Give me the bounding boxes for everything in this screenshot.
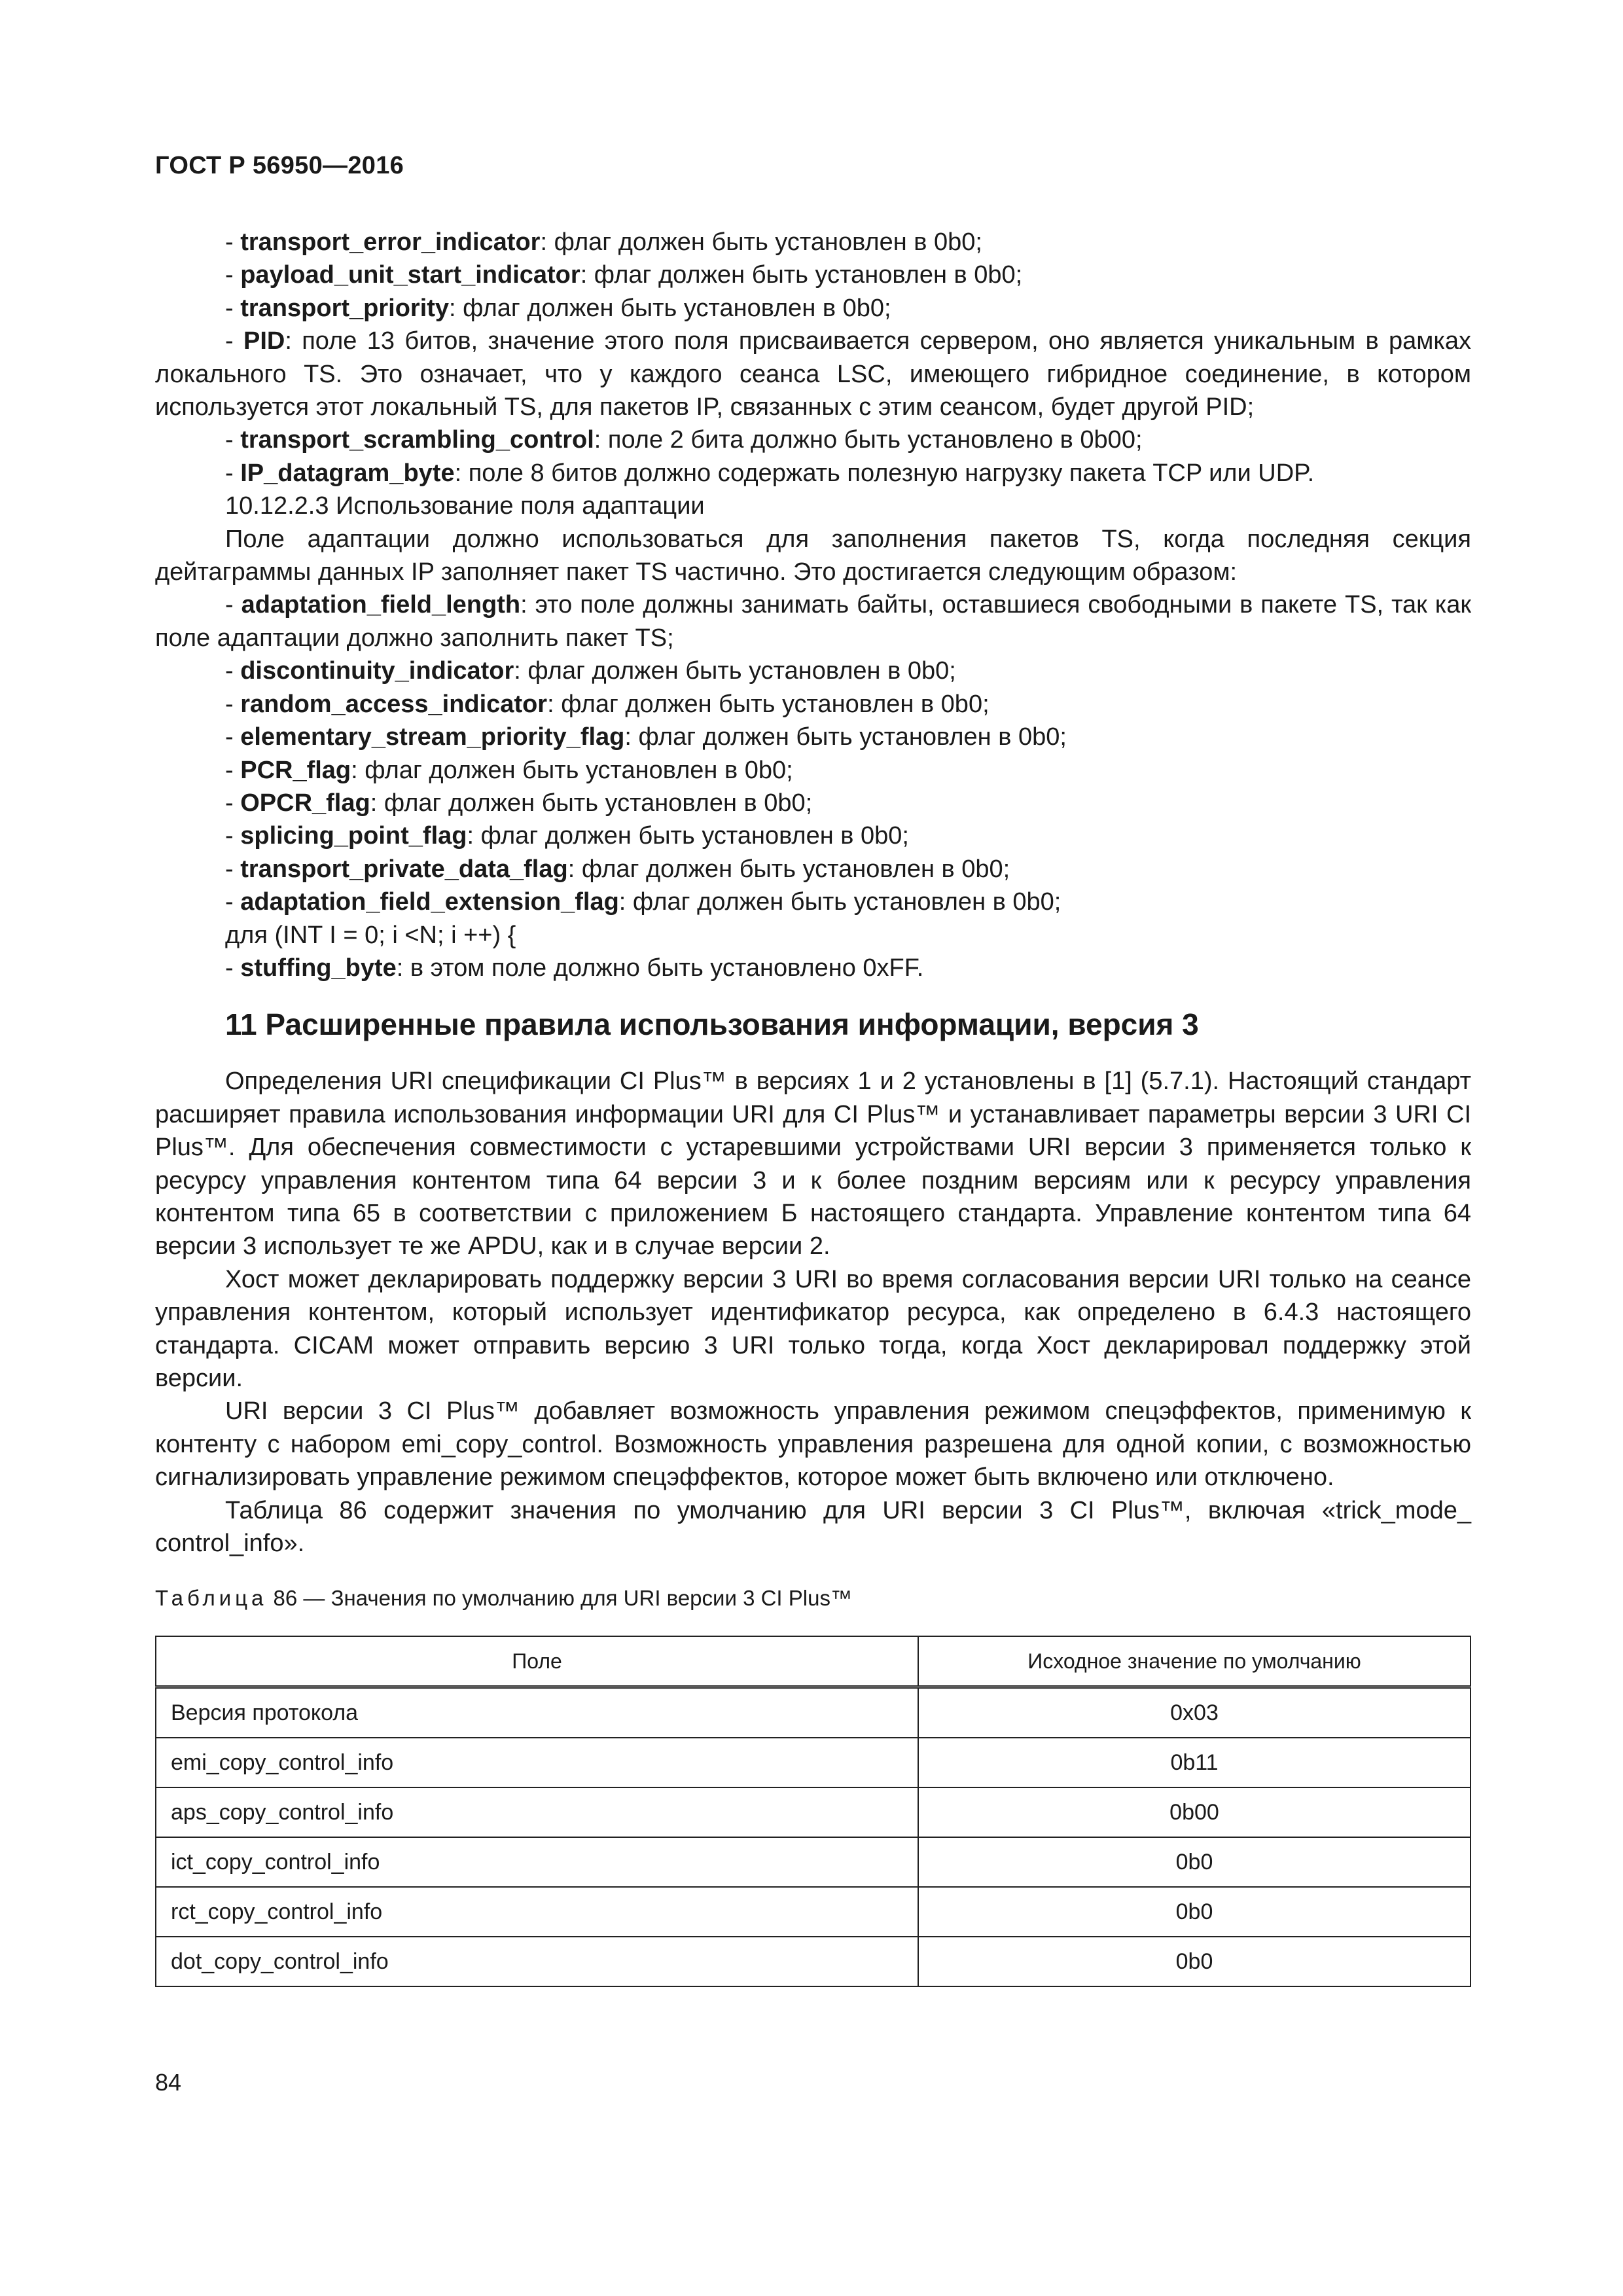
code-line: для (INT I = 0; i <N; i ++) {: [225, 921, 516, 949]
table-cell-value: 0b11: [918, 1738, 1471, 1787]
table-cell-field: emi_copy_control_info: [156, 1738, 918, 1787]
table-cell-field: dot_copy_control_info: [156, 1937, 918, 1986]
table-caption: Таблица 86 — Значения по умолчанию для URI версии 3 CI Plus™: [155, 1586, 852, 1611]
table-row: [156, 1887, 1471, 1937]
list-item: - payload_unit_start_indicator: флаг должен быть установлен в 0b0;: [225, 261, 1023, 289]
table-cell-value: 0x03: [918, 1687, 1471, 1738]
list-item: - splicing_point_flag: флаг должен быть установлен в 0b0;: [225, 822, 909, 850]
table-cell-value: 0b0: [918, 1937, 1471, 1986]
document-header: ГОСТ Р 56950—2016: [155, 152, 404, 179]
list-item: - discontinuity_indicator: флаг должен быть установлен в 0b0;: [225, 657, 956, 685]
table-cell-value: 0b0: [918, 1837, 1471, 1887]
table-row: [156, 1687, 1471, 1738]
list-item: - OPCR_flag: флаг должен быть установлен в 0b0;: [225, 789, 813, 817]
table-row: [156, 1937, 1471, 1986]
list-item: - adaptation_field_extension_flag: флаг должен быть установлен в 0b0;: [225, 888, 1061, 916]
paragraph: Определения URI спецификации CI Plus™ в версиях 1 и 2 установлены в [1] (5.7.1). Настоящий стандарт расширяет правила использования информации URI для CI Plus™ и устанавливает параметры версии 3 URI CI Plus™. Для обеспечения совместимости с устаревшими устройствами URI версии 3 применяется только к ресурсу управления контентом типа 64 версии 3 и к более поздним версиям или к ресурсу управления контентом типа 65 в соответствии с приложением Б настоящего стандарта. Управление контентом типа 64 версии 3 использует те же APDU, как и в случае версии 2.: [155, 1067, 1471, 1261]
list-item: - transport_priority: флаг должен быть установлен в 0b0;: [225, 294, 891, 322]
table-cell-field: Версия протокола: [156, 1687, 918, 1738]
table-row: [156, 1837, 1471, 1887]
list-item: - PCR_flag: флаг должен быть установлен в 0b0;: [225, 756, 793, 784]
list-item: - elementary_stream_priority_flag: флаг должен быть установлен в 0b0;: [225, 723, 1067, 751]
list-item: - transport_private_data_flag: флаг должен быть установлен в 0b0;: [225, 855, 1010, 883]
list-item: - IP_datagram_byte: поле 8 битов должно содержать полезную нагрузку пакета TCP или UDP.: [225, 459, 1315, 487]
list-item: - transport_scrambling_control: поле 2 бита должно быть установлено в 0b00;: [225, 426, 1143, 454]
list-item: - random_access_indicator: флаг должен быть установлен в 0b0;: [225, 690, 990, 718]
table-header-cell: Поле: [156, 1636, 918, 1687]
table-cell-field: rct_copy_control_info: [156, 1887, 918, 1937]
section-title: 11 Расширенные правила использования информации, версия 3: [225, 1007, 1199, 1042]
defaults-table: [155, 1636, 1471, 1987]
table-header-cell: Исходное значение по умолчанию: [918, 1636, 1471, 1687]
paragraph: URI версии 3 CI Plus™ добавляет возможность управления режимом спецэффектов, применимую к контенту с набором emi_copy_control. Возможность управления разрешена для одной копии, с возможностью сигнализировать управление режимом спецэффектов, которое может быть включено или отключено.: [155, 1397, 1471, 1492]
paragraph: Таблица 86 содержит значения по умолчанию для URI версии 3 CI Plus™, включая «trick_mode_ control_info».: [155, 1496, 1471, 1558]
list-item: - adaptation_field_length: это поле должны занимать байты, оставшиеся свободными в пакете TS, так как поле адаптации должно заполнить пакет TS;: [155, 591, 1471, 652]
document-body: [155, 226, 1471, 1987]
table-cell-field: aps_copy_control_info: [156, 1787, 918, 1837]
table-cell-value: 0b00: [918, 1787, 1471, 1837]
paragraph: Поле адаптации должно использоваться для заполнения пакетов TS, когда последняя секция дейтаграммы данных IP заполняет пакет TS частично. Это достигается следующим образом:: [155, 525, 1471, 586]
list-item: - transport_error_indicator: флаг должен быть установлен в 0b0;: [225, 228, 982, 256]
list-item: - stuffing_byte: в этом поле должно быть установлено 0xFF.: [225, 954, 924, 982]
table-header-row: [156, 1636, 1471, 1687]
subsection-heading: 10.12.2.3 Использование поля адаптации: [225, 492, 705, 520]
table-row: [156, 1738, 1471, 1787]
paragraph: Хост может декларировать поддержку версии 3 URI во время согласования версии URI только на сеансе управления контентом, который использует идентификатор ресурса, как определено в 6.4.3 настоящего стандарта. CICAM может отправить версию 3 URI только тогда, когда Хост декларировал поддержку этой версии.: [155, 1265, 1471, 1392]
list-item: - PID: поле 13 битов, значение этого поля присваивается сервером, оно является уникальным в рамках локального TS. Это означает, что у каждого сеанса LSC, имеющего гибридное соединение, в котором используется этот локальный TS, для пакетов IP, связанных с этим сеансом, будет другой PID;: [155, 327, 1471, 422]
table-cell-value: 0b0: [918, 1887, 1471, 1937]
page-number: 84: [155, 2069, 182, 2096]
table-row: [156, 1787, 1471, 1837]
table-cell-field: ict_copy_control_info: [156, 1837, 918, 1887]
